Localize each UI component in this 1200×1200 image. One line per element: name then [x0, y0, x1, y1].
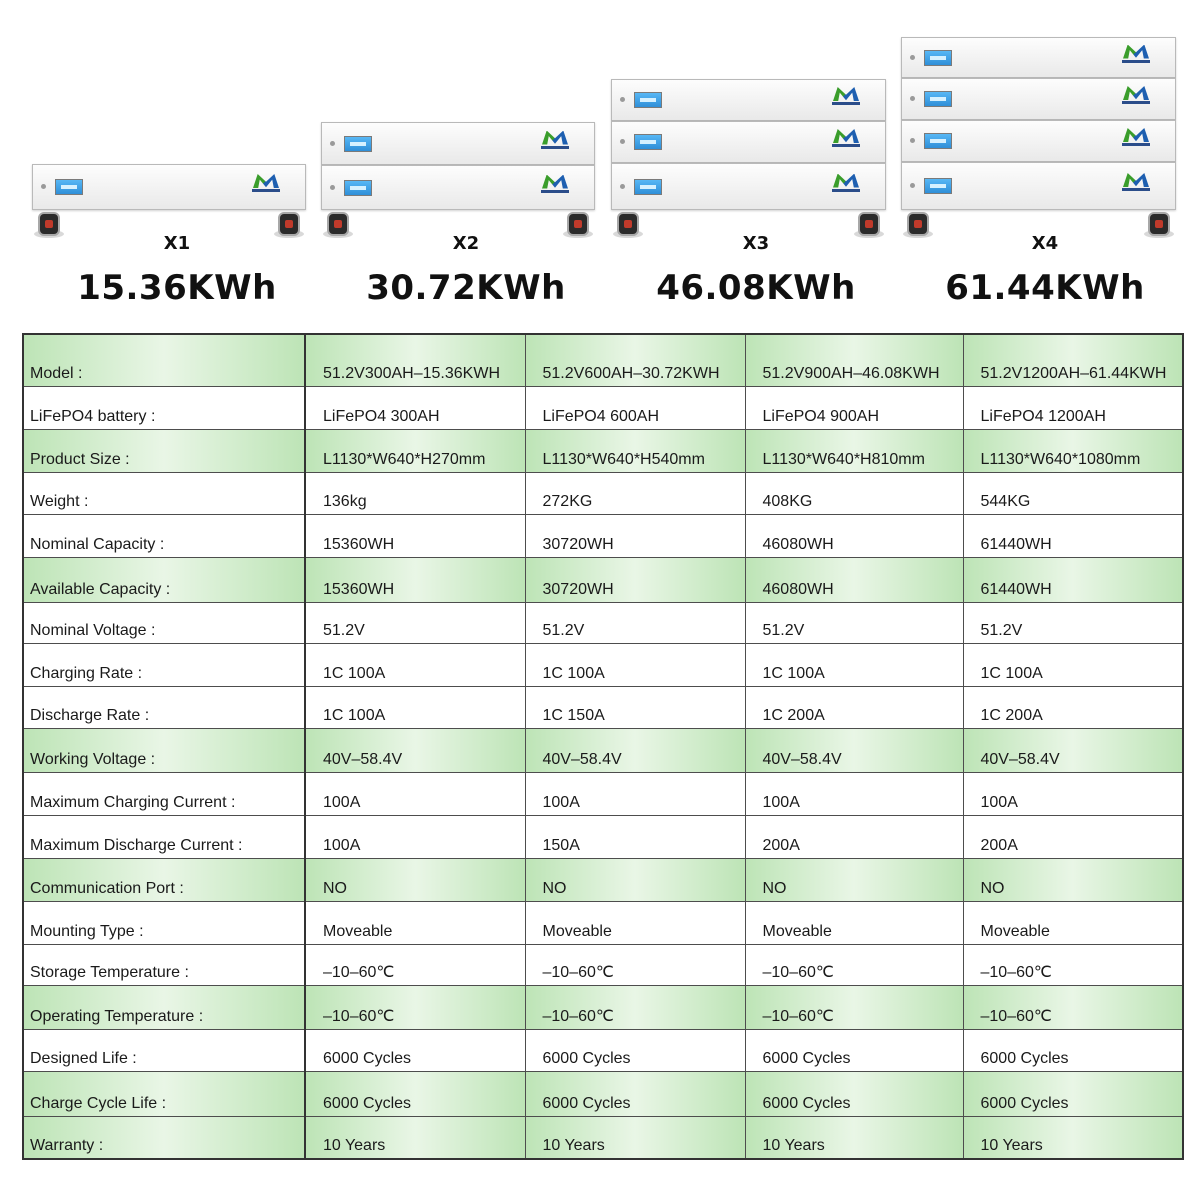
power-button-icon [330, 185, 335, 190]
spec-value: 6000 Cycles [963, 1071, 1183, 1116]
spec-value: 1C 200A [745, 686, 963, 728]
table-row [23, 334, 1183, 386]
spec-label: Mounting Type : [23, 901, 305, 944]
table-row [23, 472, 1183, 514]
battery-module [901, 78, 1176, 120]
module-count-label: X3 [742, 233, 770, 254]
spec-value: 40V–58.4V [525, 728, 745, 772]
spec-value: 40V–58.4V [963, 728, 1183, 772]
battery-module [611, 79, 886, 121]
battery-module [321, 122, 595, 165]
table-row [23, 602, 1183, 643]
spec-value: –10–60℃ [963, 985, 1183, 1029]
spec-value: Moveable [745, 901, 963, 944]
spec-value: 30720WH [525, 514, 745, 557]
table-row [23, 429, 1183, 472]
spec-value: –10–60℃ [305, 944, 525, 985]
spec-label: Product Size : [23, 429, 305, 472]
module-count-label: X2 [452, 233, 480, 254]
brand-logo-icon [1123, 86, 1149, 108]
power-button-icon [330, 141, 335, 146]
spec-value: L1130*W640*H270mm [305, 429, 525, 472]
bms-display-icon [924, 91, 952, 107]
spec-value: 1C 100A [305, 686, 525, 728]
table-row [23, 686, 1183, 728]
spec-value: 6000 Cycles [525, 1071, 745, 1116]
battery-module [901, 162, 1176, 210]
spec-value: Moveable [525, 901, 745, 944]
power-button-icon [620, 97, 625, 102]
spec-value: 100A [305, 772, 525, 815]
spec-label: LiFePO4 battery : [23, 386, 305, 429]
bms-display-icon [924, 50, 952, 66]
spec-label: Working Voltage : [23, 728, 305, 772]
spec-value: 51.2V [745, 602, 963, 643]
bms-display-icon [634, 179, 662, 195]
spec-value: –10–60℃ [525, 985, 745, 1029]
battery-image-x3 [611, 79, 886, 238]
specification-table [22, 333, 1184, 1160]
table-row [23, 643, 1183, 686]
battery-module [321, 165, 595, 210]
spec-value: 10 Years [963, 1116, 1183, 1159]
energy-capacity-heading: 15.36KWh [77, 268, 277, 308]
spec-value: 51.2V [963, 602, 1183, 643]
spec-value: LiFePO4 900AH [745, 386, 963, 429]
table-row [23, 386, 1183, 429]
battery-module [901, 37, 1176, 78]
spec-value: 408KG [745, 472, 963, 514]
caster-wheel-icon [1144, 212, 1174, 238]
power-button-icon [910, 96, 915, 101]
spec-value: 51.2V [525, 602, 745, 643]
spec-value: 6000 Cycles [745, 1029, 963, 1071]
table-row [23, 1029, 1183, 1071]
spec-value: 100A [745, 772, 963, 815]
table-row [23, 728, 1183, 772]
spec-value: NO [305, 858, 525, 901]
brand-logo-icon [833, 87, 859, 109]
battery-module [901, 120, 1176, 162]
caster-wheel-icon [323, 212, 353, 238]
table-row [23, 815, 1183, 858]
spec-value: –10–60℃ [745, 985, 963, 1029]
spec-value: 51.2V300AH–15.36KWH [305, 334, 525, 386]
spec-value: 136kg [305, 472, 525, 514]
spec-value: 10 Years [525, 1116, 745, 1159]
brand-logo-icon [833, 129, 859, 151]
spec-value: 100A [963, 772, 1183, 815]
spec-label: Charging Rate : [23, 643, 305, 686]
bms-display-icon [344, 136, 372, 152]
spec-value: 51.2V900AH–46.08KWH [745, 334, 963, 386]
spec-value: 61440WH [963, 514, 1183, 557]
table-row [23, 985, 1183, 1029]
energy-capacity-heading: 61.44KWh [945, 268, 1145, 308]
spec-value: 544KG [963, 472, 1183, 514]
spec-value: NO [963, 858, 1183, 901]
brand-logo-icon [253, 174, 279, 196]
spec-value: 15360WH [305, 557, 525, 602]
spec-label: Communication Port : [23, 858, 305, 901]
spec-value: 272KG [525, 472, 745, 514]
caster-wheel-icon [274, 212, 304, 238]
bms-display-icon [924, 178, 952, 194]
spec-label: Discharge Rate : [23, 686, 305, 728]
spec-value: 40V–58.4V [745, 728, 963, 772]
brand-logo-icon [1123, 173, 1149, 195]
spec-value: –10–60℃ [963, 944, 1183, 985]
battery-module [32, 164, 306, 210]
battery-image-x2 [321, 122, 595, 238]
caster-wheel-icon [903, 212, 933, 238]
table-row [23, 858, 1183, 901]
spec-value: NO [745, 858, 963, 901]
spec-value: LiFePO4 1200AH [963, 386, 1183, 429]
power-button-icon [910, 55, 915, 60]
spec-label: Nominal Capacity : [23, 514, 305, 557]
spec-label: Warranty : [23, 1116, 305, 1159]
bms-display-icon [634, 134, 662, 150]
module-count-label: X4 [1031, 233, 1059, 254]
spec-value: Moveable [305, 901, 525, 944]
spec-value: 15360WH [305, 514, 525, 557]
spec-value: 10 Years [745, 1116, 963, 1159]
bms-display-icon [634, 92, 662, 108]
spec-value: 51.2V600AH–30.72KWH [525, 334, 745, 386]
brand-logo-icon [542, 131, 568, 153]
module-count-label: X1 [163, 233, 191, 254]
spec-value: 40V–58.4V [305, 728, 525, 772]
spec-value: 200A [745, 815, 963, 858]
spec-value: 61440WH [963, 557, 1183, 602]
power-button-icon [620, 184, 625, 189]
spec-label: Charge Cycle Life : [23, 1071, 305, 1116]
energy-capacity-heading: 30.72KWh [366, 268, 566, 308]
spec-value: L1130*W640*1080mm [963, 429, 1183, 472]
spec-value: LiFePO4 600AH [525, 386, 745, 429]
brand-logo-icon [1123, 128, 1149, 150]
spec-label: Maximum Charging Current : [23, 772, 305, 815]
spec-value: 6000 Cycles [745, 1071, 963, 1116]
specification-table-body [23, 334, 1183, 1159]
spec-label: Model : [23, 334, 305, 386]
spec-label: Maximum Discharge Current : [23, 815, 305, 858]
spec-value: 150A [525, 815, 745, 858]
spec-value: 200A [963, 815, 1183, 858]
battery-image-x1 [32, 164, 306, 238]
brand-logo-icon [833, 174, 859, 196]
table-row [23, 514, 1183, 557]
spec-value: L1130*W640*H540mm [525, 429, 745, 472]
spec-value: LiFePO4 300AH [305, 386, 525, 429]
battery-image-x4 [901, 37, 1176, 238]
power-button-icon [620, 139, 625, 144]
energy-capacity-heading: 46.08KWh [656, 268, 856, 308]
spec-value: 1C 100A [525, 643, 745, 686]
spec-value: 6000 Cycles [305, 1029, 525, 1071]
spec-value: 51.2V [305, 602, 525, 643]
power-button-icon [910, 138, 915, 143]
spec-value: 1C 100A [745, 643, 963, 686]
spec-value: 10 Years [305, 1116, 525, 1159]
spec-value: 1C 200A [963, 686, 1183, 728]
spec-value: –10–60℃ [525, 944, 745, 985]
caster-wheel-icon [854, 212, 884, 238]
caster-wheel-icon [613, 212, 643, 238]
spec-label: Nominal Voltage : [23, 602, 305, 643]
spec-value: –10–60℃ [305, 985, 525, 1029]
bms-display-icon [344, 180, 372, 196]
spec-value: L1130*W640*H810mm [745, 429, 963, 472]
battery-module [611, 121, 886, 163]
spec-value: 51.2V1200AH–61.44KWH [963, 334, 1183, 386]
spec-label: Designed Life : [23, 1029, 305, 1071]
bms-display-icon [55, 179, 83, 195]
brand-logo-icon [1123, 45, 1149, 67]
spec-value: NO [525, 858, 745, 901]
spec-value: 30720WH [525, 557, 745, 602]
spec-value: 6000 Cycles [963, 1029, 1183, 1071]
caster-wheel-icon [34, 212, 64, 238]
caster-wheel-icon [563, 212, 593, 238]
spec-value: 1C 100A [305, 643, 525, 686]
spec-value: 6000 Cycles [305, 1071, 525, 1116]
bms-display-icon [924, 133, 952, 149]
spec-label: Weight : [23, 472, 305, 514]
spec-value: –10–60℃ [745, 944, 963, 985]
spec-value: 100A [305, 815, 525, 858]
spec-value: 1C 100A [963, 643, 1183, 686]
table-row [23, 901, 1183, 944]
brand-logo-icon [542, 175, 568, 197]
power-button-icon [910, 183, 915, 188]
spec-value: 1C 150A [525, 686, 745, 728]
spec-value: 6000 Cycles [525, 1029, 745, 1071]
table-row [23, 1116, 1183, 1159]
spec-value: 46080WH [745, 514, 963, 557]
table-row [23, 557, 1183, 602]
table-row [23, 1071, 1183, 1116]
spec-label: Available Capacity : [23, 557, 305, 602]
table-row [23, 772, 1183, 815]
table-row [23, 944, 1183, 985]
spec-label: Storage Temperature : [23, 944, 305, 985]
spec-value: 100A [525, 772, 745, 815]
spec-value: 46080WH [745, 557, 963, 602]
spec-value: Moveable [963, 901, 1183, 944]
power-button-icon [41, 184, 46, 189]
battery-module [611, 163, 886, 210]
spec-label: Operating Temperature : [23, 985, 305, 1029]
